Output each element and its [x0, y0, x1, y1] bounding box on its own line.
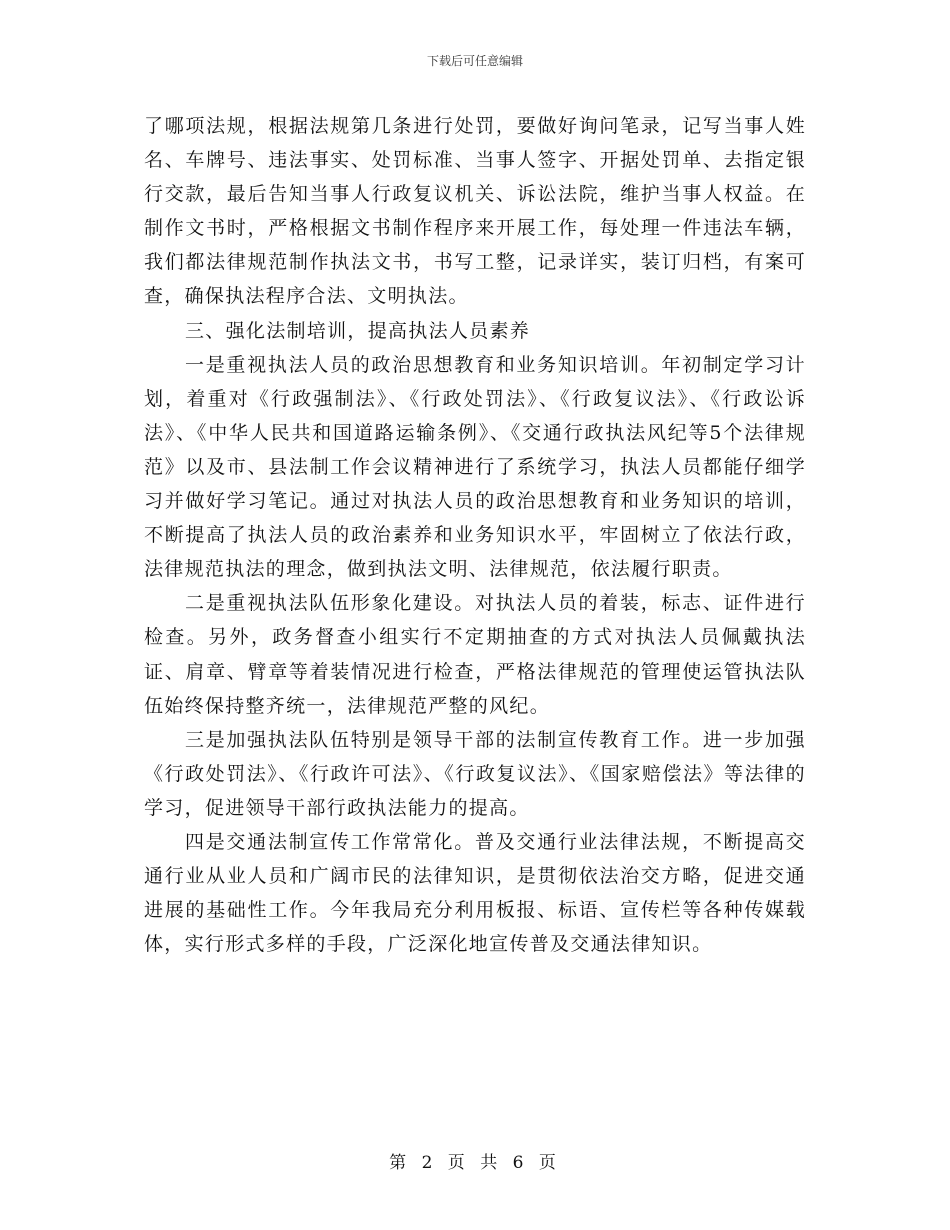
paragraph: 四是交通法制宣传工作常常化。普及交通行业法律法规，不断提高交通行业从业人员和广阔市民的法律知识，是贯彻依法治交方略，促进交通进展的基础性工作。今年我局充分利用板报、标语、宣传栏等各种传媒载体，实行形式多样的手段，广泛深化地宣传普及交通法律知识。	[144, 830, 806, 956]
page-header-note: 下载后可任意编辑	[426, 54, 523, 68]
paragraph: 二是重视执法队伍形象化建设。对执法人员的着装，标志、证件进行检查。另外，政务督查小组实行不定期抽查的方式对执法人员佩戴执法证、肩章、臂章等着装情况进行检查，严格法律规范的管理使运管执法队伍始终保持整齐统一，法律规范严整的风纪。	[144, 592, 806, 717]
document-body	[144, 109, 806, 961]
section-heading: 三、强化法制培训，提高执法人员素养	[185, 319, 531, 342]
paragraph: 了哪项法规，根据法规第几条进行处罚，要做好询问笔录，记写当事人姓名、车牌号、违法事实、处罚标准、当事人签字、开据处罚单、去指定银行交款，最后告知当事人行政复议机关、诉讼法院，维护当事人权益。在制作文书时，严格根据文书制作程序来开展工作，每处理一件违法车辆，我们都法律规范制作执法文书，书写工整，记录详实，装订归档，有案可查，确保执法程序合法、文明执法。	[144, 115, 806, 308]
paragraph: 一是重视执法人员的政治思想教育和业务知识培训。年初制定学习计划，着重对《行政强制法》、《行政处罚法》、《行政复议法》、《行政讼诉法》、《中华人民共和国道路运输条例》、《交通行政执法风纪等5个法律规范》以及市、县法制工作会议精神进行了系统学习，执法人员都能仔细学习并做好学习笔记。通过对执法人员的政治思想教育和业务知识的培训，不断提高了执法人员的政治素养和业务知识水平，牢固树立了依法行政，法律规范执法的理念，做到执法文明、法律规范，依法履行职责。	[144, 353, 806, 581]
page-number: 第 2 页 共 6 页	[389, 1153, 561, 1173]
paragraph: 三是加强执法队伍特别是领导干部的法制宣传教育工作。进一步加强《行政处罚法》、《行政许可法》、《行政复议法》、《国家赔偿法》等法律的学习，促进领导干部行政执法能力的提高。	[144, 728, 806, 819]
